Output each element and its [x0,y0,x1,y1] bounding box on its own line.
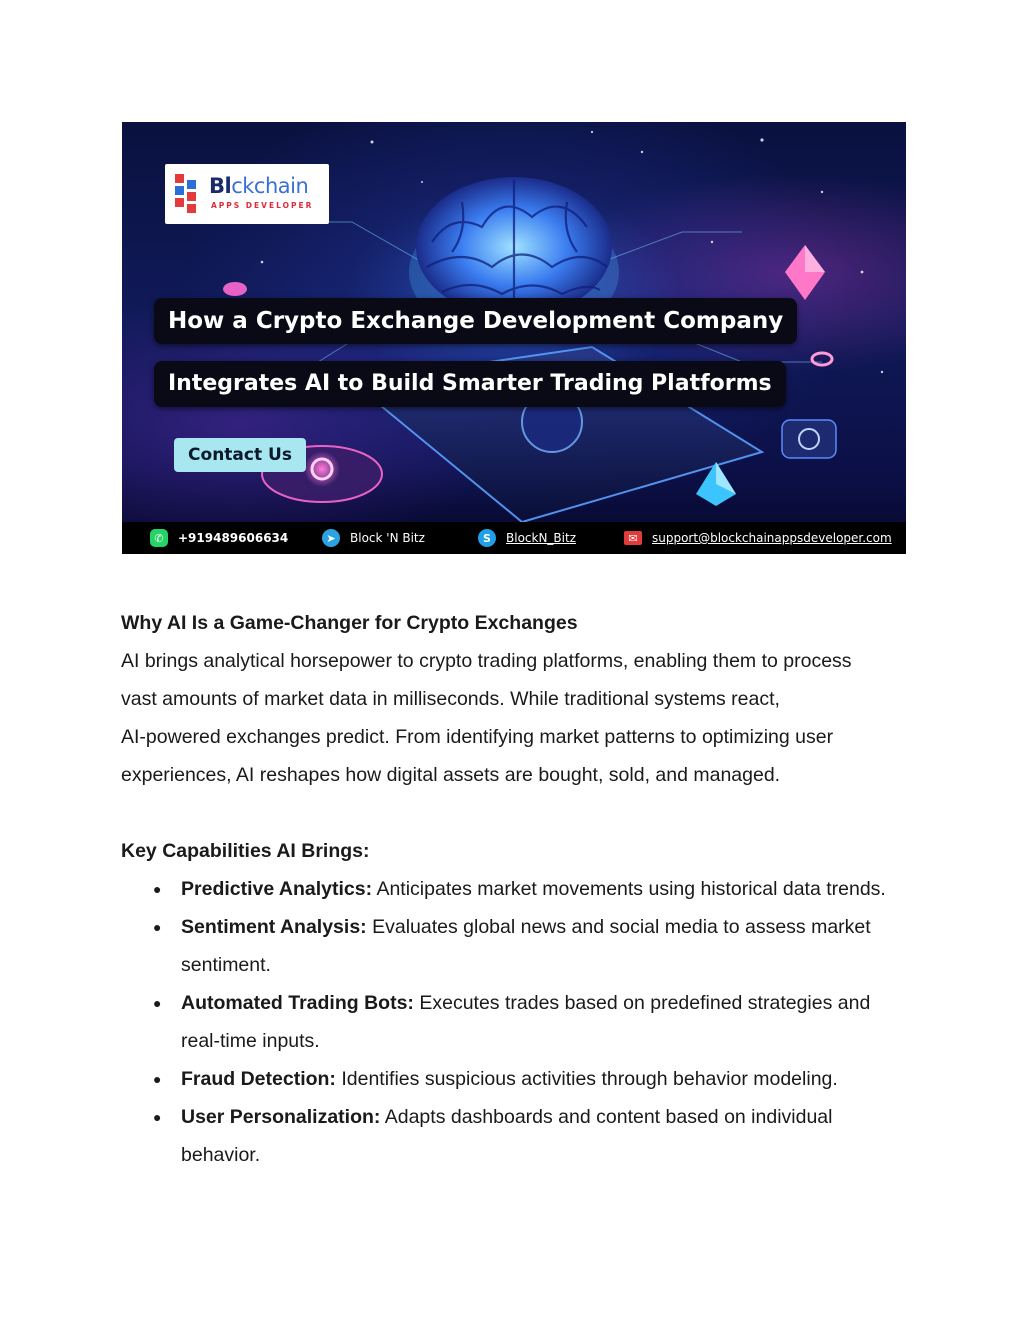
contact-us-button[interactable]: Contact Us [174,438,306,472]
paragraph-line: vast amounts of market data in milliseconds. While traditional systems react, [121,688,780,710]
email-address: support@blockchainappsdeveloper.com [652,531,892,545]
list-item [121,870,911,908]
spacer [121,794,911,832]
mail-icon: ✉ [624,531,642,545]
paragraph-line: experiences, AI reshapes how digital assets are bought, sold, and managed. [121,764,781,786]
item-text-continued: sentiment. [181,954,271,976]
list-item [121,1098,911,1174]
logo-subtitle: APPS DEVELOPER [211,201,314,210]
item-term: User Personalization: [181,1106,381,1128]
item-term: Automated Trading Bots: [181,992,414,1014]
item-text: Anticipates market movements using historical data trends. [372,878,886,900]
bullet: ● [153,881,162,897]
company-logo [165,164,329,224]
article-body [121,604,911,1174]
item-term: Predictive Analytics: [181,878,373,900]
paragraph-line: AI brings analytical horsepower to crypto trading platforms, enabling them to process [121,650,852,672]
hero-banner [122,122,906,554]
headline-line-1: How a Crypto Exchange Development Company [154,298,797,344]
pink-gem-icon [785,245,825,300]
skype-icon: S [478,529,496,547]
section-heading-key-capabilities: Key Capabilities AI Brings: [121,840,370,862]
item-text: Adapts dashboards and content based on individual [380,1106,833,1128]
contact-email[interactable] [624,522,892,554]
whatsapp-icon: ✆ [150,529,168,547]
bullet: ● [153,919,162,935]
logo-wordmark: Blckchain [209,174,309,198]
section-heading-why-ai: Why AI Is a Game-Changer for Crypto Exchanges [121,612,578,634]
contact-phone[interactable] [150,522,288,554]
contact-skype[interactable] [478,522,576,554]
contact-strip [122,522,906,554]
telegram-icon: ➤ [322,529,340,547]
item-term: Sentiment Analysis: [181,916,367,938]
item-text: Executes trades based on predefined strategies and [413,992,871,1014]
bullet: ● [153,995,162,1011]
item-text: Identifies suspicious activities through behavior modeling. [335,1068,838,1090]
telegram-handle: Block 'N Bitz [350,531,425,545]
item-text-continued: real-time inputs. [181,1030,320,1052]
item-term: Fraud Detection: [181,1068,336,1090]
headline-line-2: Integrates AI to Build Smarter Trading Platforms [154,361,786,407]
item-text-continued: behavior. [181,1144,261,1166]
bullet: ● [153,1071,162,1087]
list-item [121,1060,911,1098]
list-item [121,908,911,984]
bullet: ● [153,1109,162,1125]
contact-telegram[interactable] [322,522,425,554]
list-item [121,984,911,1060]
logo-cubes-icon [173,172,207,216]
skype-handle: BlockN_Bitz [506,531,577,545]
item-text: Evaluates global news and social media to assess market [366,916,871,938]
paragraph-line: AI-powered exchanges predict. From identifying market patterns to optimizing user [121,726,834,748]
phone-number: +919489606634 [178,531,289,545]
capabilities-list [121,870,911,1174]
